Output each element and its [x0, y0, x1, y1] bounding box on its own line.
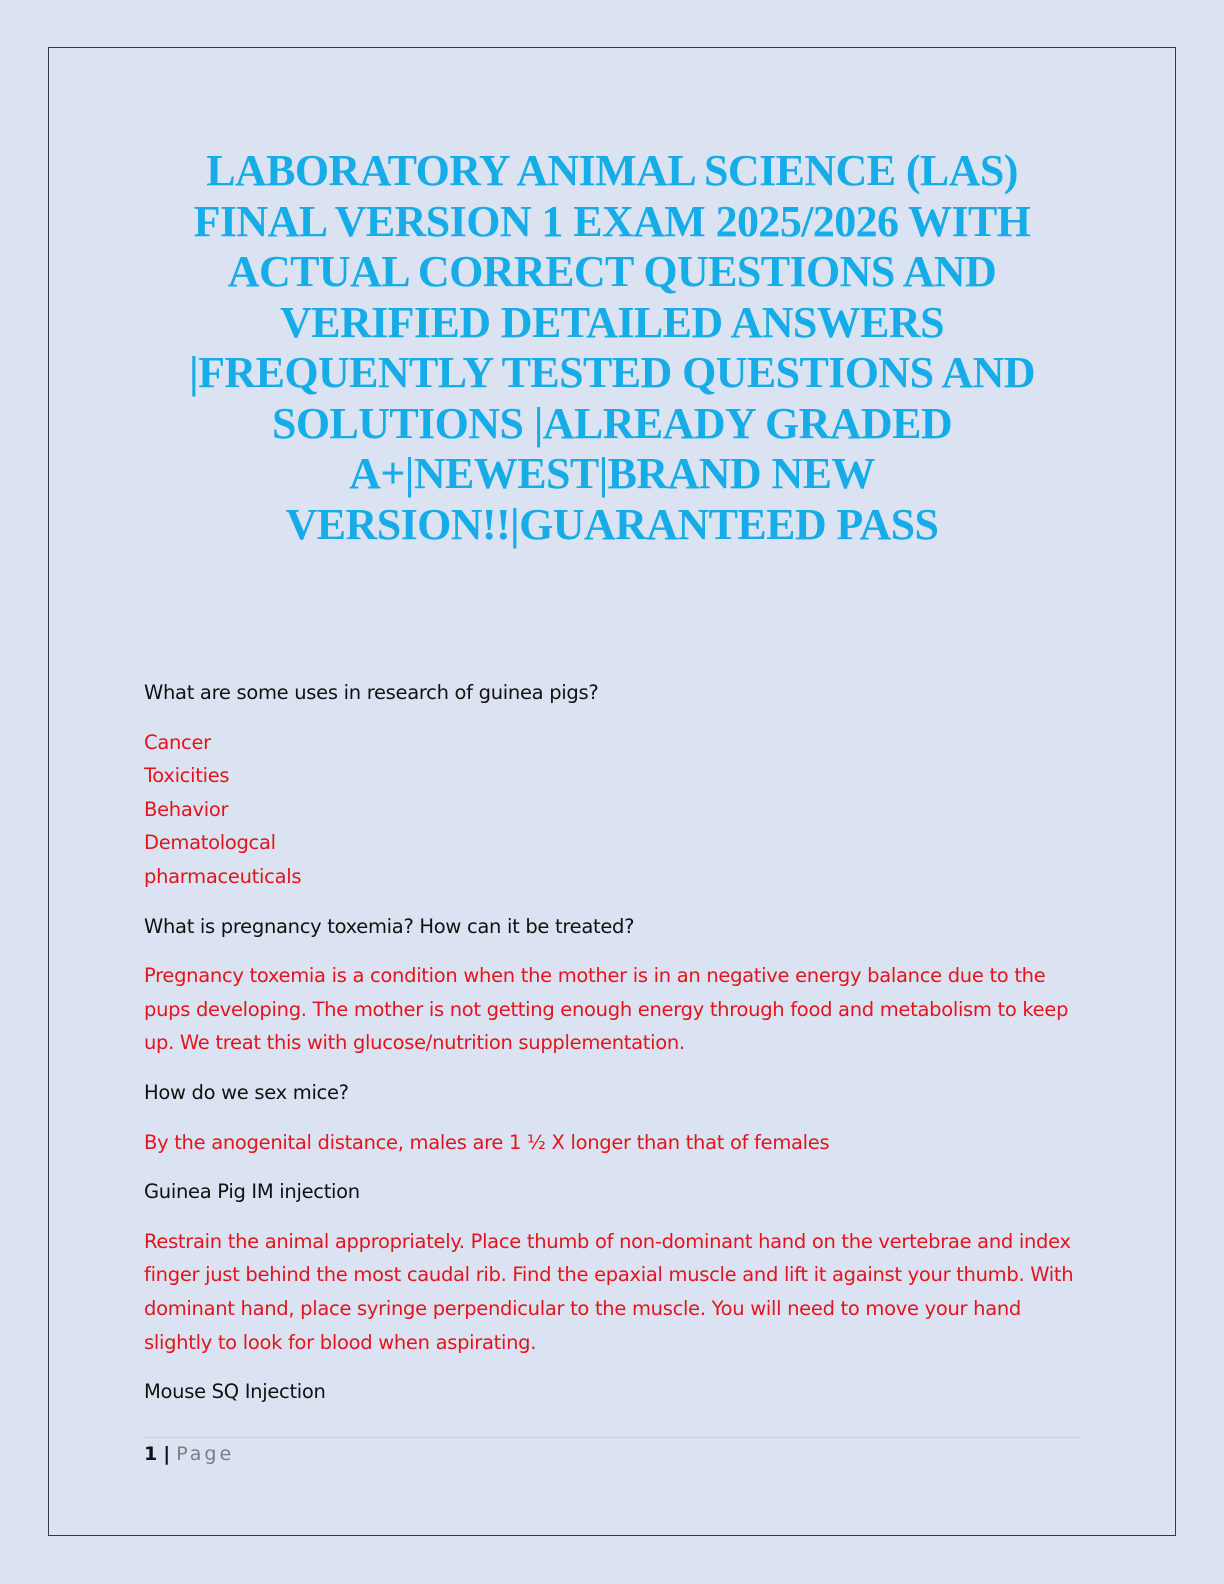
title-line: VERIFIED DETAILED ANSWERS [280, 297, 944, 347]
title-line: SOLUTIONS |ALREADY GRADED [271, 398, 953, 448]
qa-content [144, 676, 1084, 1425]
answer-guinea-pig-im: Restrain the animal appropriately. Place thumb of non-dominant hand on the vertebrae and index finger just behind the most caudal rib. Find the epaxial muscle and lift it against your thumb. With dominant hand, place syringe perpendicular to the muscle. You will need to move your hand slightly to look for blood when aspirating. [144, 1229, 1074, 1354]
title-line: VERSION!!|GUARANTEED PASS [285, 499, 939, 549]
question-guinea-pig-im: Guinea Pig IM injection [144, 1180, 360, 1204]
page-number: 1 [144, 1443, 158, 1465]
answer-list-item: pharmaceuticals [144, 864, 302, 888]
answer-list-item: Cancer [144, 730, 211, 754]
question-pregnancy-toxemia: What is pregnancy toxemia? How can it be treated? [144, 914, 635, 938]
answer-pregnancy-toxemia: Pregnancy toxemia is a condition when the mother is in an negative energy balance due to the pups developing. The mother is not getting enough energy through food and metabolism to keep up. We treat this with glucose/nutrition supplementation. [144, 964, 1069, 1055]
answer-list-item: Dematologcal [144, 831, 276, 855]
page-footer [144, 1440, 234, 1468]
question-mouse-sq: Mouse SQ Injection [144, 1380, 326, 1404]
page-label: Page [176, 1443, 235, 1465]
footer-divider [144, 1437, 1082, 1438]
title-line: |FREQUENTLY TESTED QUESTIONS AND [189, 348, 1035, 397]
question-guinea-pig-uses: What are some uses in research of guinea pigs? [144, 681, 599, 704]
title-line: A+|NEWEST|BRAND NEW [349, 449, 875, 498]
footer-separator: | [163, 1443, 171, 1465]
answer-sex-mice: By the anogenital distance, males are 1 ½ X longer than that of females [144, 1130, 830, 1154]
title-line: FINAL VERSION 1 EXAM 2025/2026 WITH [193, 196, 1031, 246]
answer-guinea-pig-uses [144, 726, 1084, 894]
answer-list-item: Behavior [144, 797, 229, 821]
question-sex-mice: How do we sex mice? [144, 1080, 349, 1104]
answer-list-item: Toxicities [144, 764, 230, 788]
title-line: LABORATORY ANIMAL SCIENCE (LAS) [206, 146, 1018, 195]
document-title [170, 146, 1054, 550]
title-line: ACTUAL CORRECT QUESTIONS AND [227, 247, 997, 296]
